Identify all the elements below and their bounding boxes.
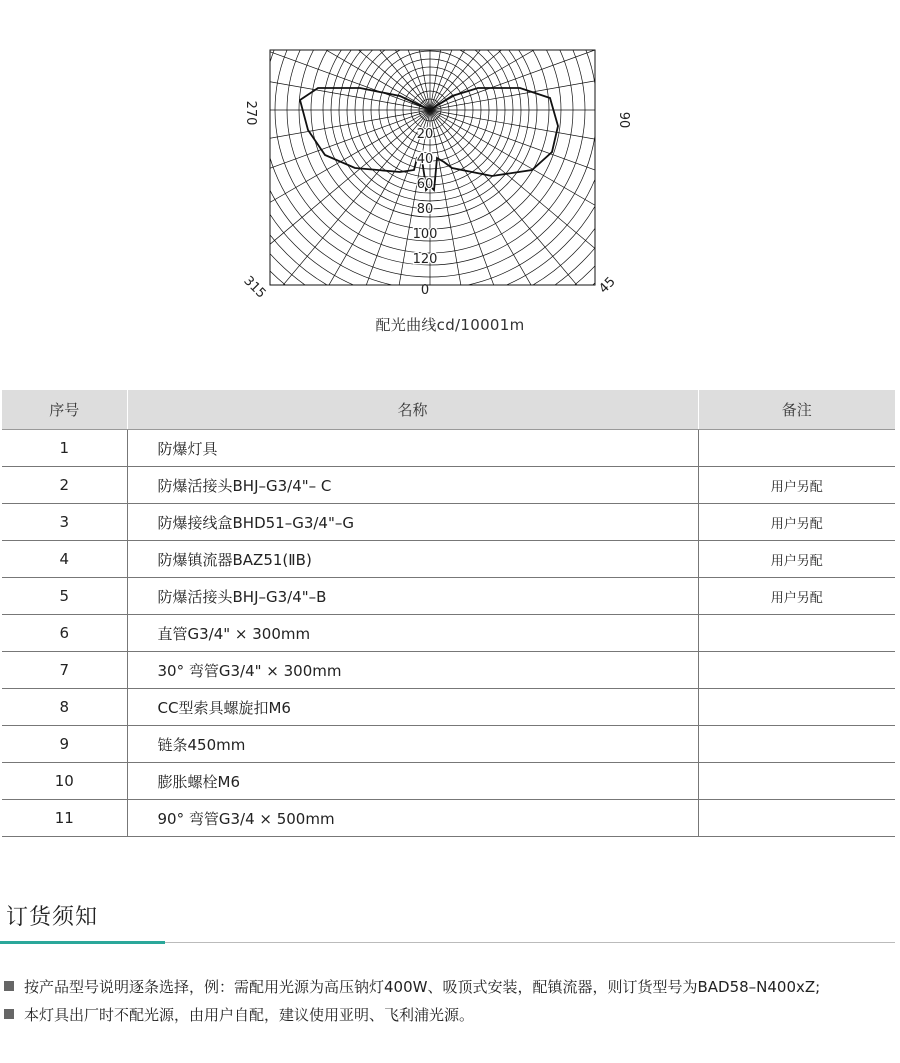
angle-label-bottom-right: 45 (596, 274, 619, 297)
grid-spoke (230, 30, 430, 110)
cell-no: 9 (2, 726, 127, 763)
grid-spoke (321, 110, 430, 310)
grid-spoke (430, 110, 670, 219)
table-row (2, 726, 895, 763)
radial-tick-label: 20 (416, 127, 434, 142)
cell-no: 8 (2, 689, 127, 726)
cell-name: 膨胀螺栓M6 (127, 763, 698, 800)
radial-tick-label: 80 (416, 202, 434, 217)
cell-note: 用户另配 (698, 541, 895, 578)
table-row (2, 467, 895, 504)
table-row (2, 430, 895, 467)
header-note: 备注 (698, 390, 895, 430)
square-bullet-icon (4, 1009, 14, 1019)
grid-spoke (230, 54, 430, 110)
cell-note: 用户另配 (698, 578, 895, 615)
cell-no: 4 (2, 541, 127, 578)
cell-name: CC型索具螺旋扣M6 (127, 689, 698, 726)
radial-tick-label: 60 (416, 177, 434, 192)
radial-tick-label: 100 (412, 227, 438, 242)
cell-note (698, 726, 895, 763)
cell-note (698, 430, 895, 467)
grid-spoke (270, 110, 430, 310)
angle-label-left: 270 (243, 100, 258, 126)
order-notes (0, 973, 898, 1029)
cell-name: 链条450mm (127, 726, 698, 763)
table-row (2, 652, 895, 689)
header-name: 名称 (127, 390, 698, 430)
cell-note (698, 763, 895, 800)
light-distribution-chart (230, 30, 670, 340)
table-row (2, 800, 895, 837)
header-no: 序号 (2, 390, 127, 430)
cell-note: 用户另配 (698, 504, 895, 541)
cell-no: 3 (2, 504, 127, 541)
grid-spoke (430, 110, 670, 310)
grid-spoke (430, 110, 590, 310)
cell-note: 用户另配 (698, 467, 895, 504)
cell-name: 防爆接线盒BHD51–G3/4"–G (127, 504, 698, 541)
table-body (2, 430, 895, 837)
order-section-title: 订货须知 (6, 905, 99, 930)
note-text: 按产品型号说明逐条选择，例：需配用光源为高压钠灯400W、吸顶式安装，配镇流器，则订货型号为BAD58–N400xZ; (24, 978, 821, 996)
cell-name: 防爆镇流器BAZ51(ⅡB) (127, 541, 698, 578)
cell-note (698, 689, 895, 726)
cell-no: 11 (2, 800, 127, 837)
cell-name: 直管G3/4" × 300mm (127, 615, 698, 652)
radial-tick-label: 40 (416, 152, 434, 167)
table-row (2, 689, 895, 726)
table-row (2, 615, 895, 652)
square-bullet-icon (4, 981, 14, 991)
table-row (2, 763, 895, 800)
cell-no: 7 (2, 652, 127, 689)
grid-spoke (230, 30, 430, 110)
table-row (2, 578, 895, 615)
cell-no: 6 (2, 615, 127, 652)
table-header-row (2, 390, 895, 430)
cell-no: 5 (2, 578, 127, 615)
cell-name: 防爆灯具 (127, 430, 698, 467)
grid-spoke (430, 110, 486, 310)
note-item (0, 973, 898, 1001)
grid-spoke (430, 30, 636, 110)
grid-spoke (230, 110, 430, 219)
cell-name: 90° 弯管G3/4 × 500mm (127, 800, 698, 837)
table-row (2, 541, 895, 578)
grid-spoke (430, 110, 539, 310)
cell-name: 防爆活接头BHJ–G3/4"–B (127, 578, 698, 615)
parts-table (2, 390, 895, 837)
cell-note (698, 800, 895, 837)
grid-spoke (230, 110, 430, 270)
cell-no: 2 (2, 467, 127, 504)
grid-spoke (430, 110, 670, 166)
table-row (2, 504, 895, 541)
note-item (0, 1001, 898, 1029)
cell-note (698, 615, 895, 652)
angle-label-right: 90 (616, 111, 631, 129)
radial-tick-label: 120 (412, 252, 438, 267)
angle-label-bottom-left: 315 (240, 273, 269, 302)
cell-note (698, 652, 895, 689)
cell-no: 10 (2, 763, 127, 800)
grid-spoke (430, 54, 670, 110)
cell-name: 30° 弯管G3/4" × 300mm (127, 652, 698, 689)
cell-no: 1 (2, 430, 127, 467)
angle-label-bottom: 0 (420, 283, 430, 298)
grid-spoke (230, 30, 430, 110)
cell-name: 防爆活接头BHJ–G3/4"– C (127, 467, 698, 504)
polar-plot (230, 30, 670, 310)
section-divider-accent (0, 941, 165, 944)
grid-spoke (230, 30, 430, 110)
note-text: 本灯具出厂时不配光源，由用户自配，建议使用亚明、飞利浦光源。 (24, 1006, 475, 1024)
chart-caption: 配光曲线cd/10001m (375, 316, 525, 334)
